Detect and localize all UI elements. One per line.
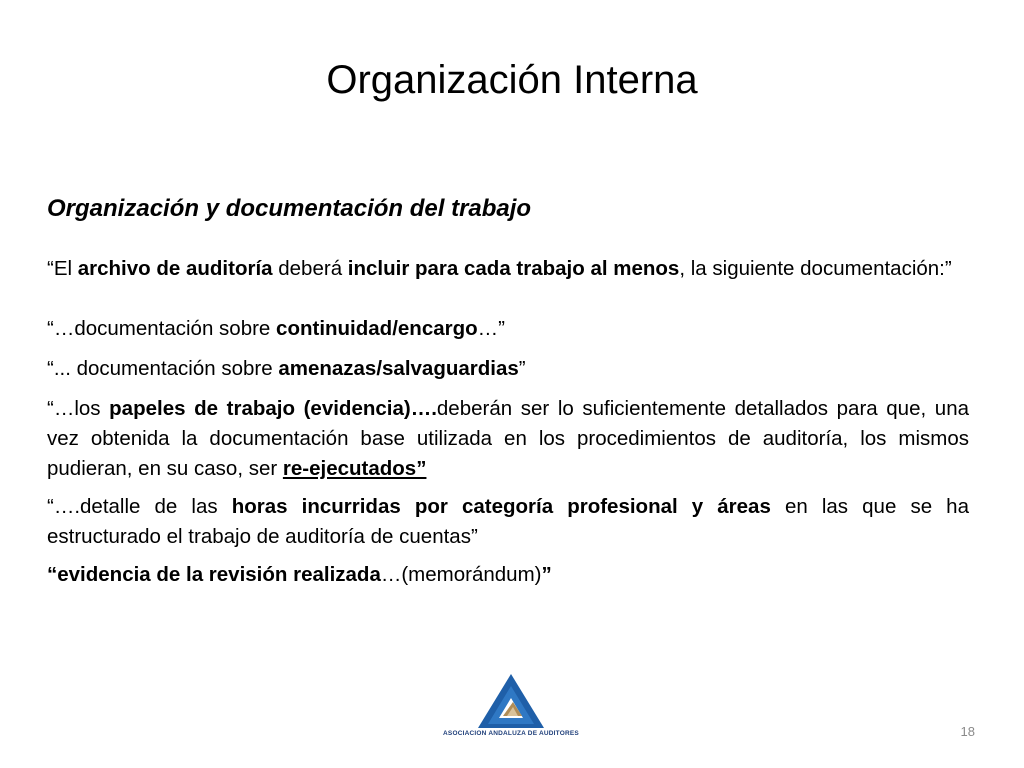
- page-number: 18: [960, 724, 975, 739]
- bold-text-run: continuidad/encargo: [276, 317, 478, 340]
- paragraph-amenazas: [47, 354, 969, 384]
- paragraph-continuidad: [47, 314, 969, 344]
- slide-title: Organización Interna: [326, 58, 698, 102]
- text-run: “El: [47, 257, 78, 280]
- paragraph-archivo: [47, 254, 969, 284]
- text-run: , la siguiente documentación:”: [679, 257, 952, 280]
- underlined-bold-text-run: re-ejecutados”: [282, 457, 427, 480]
- association-logo: [436, 672, 586, 742]
- text-run: …”: [477, 317, 505, 340]
- triangle-logo-icon: [476, 672, 546, 730]
- text-run: “…documentación sobre: [47, 317, 277, 340]
- text-run: en las que se ha estructurado el trabajo de auditoría de cuentas”: [47, 495, 969, 548]
- bold-text-run: papeles de trabajo (evidencia)….: [109, 397, 437, 420]
- text-run: “…los: [47, 397, 110, 420]
- slide-body: [47, 190, 969, 590]
- paragraph-evidencia: [47, 560, 969, 590]
- section-subtitle: Organización y documentación del trabajo: [47, 195, 532, 222]
- text-run: “... documentación sobre: [47, 357, 279, 380]
- bold-text-run: ”: [541, 563, 552, 586]
- bold-text-run: incluir para cada trabajo al menos: [347, 257, 680, 280]
- text-run: ”: [518, 357, 526, 380]
- bold-text-run: amenazas/salvaguardias: [278, 357, 519, 380]
- text-run: deberá: [272, 257, 348, 280]
- paragraph-papeles: [47, 394, 969, 484]
- bold-text-run: horas incurridas por categoría profesional y áreas: [231, 495, 771, 518]
- text-run: deberán ser lo suficientemente detallados para que, una vez obtenida la documentación base utilizada en los procedimientos de auditoría, los mismos pudieran, en su caso, ser: [47, 397, 969, 480]
- bold-text-run: “evidencia de la revisión realizada: [47, 563, 381, 586]
- bold-text-run: archivo de auditoría: [77, 257, 273, 280]
- paragraph-horas: [47, 492, 969, 552]
- text-run: …(memorándum): [380, 563, 542, 586]
- logo-caption: ASOCIACION ANDALUZA DE AUDITORES: [443, 730, 579, 737]
- text-run: “….detalle de las: [47, 495, 232, 518]
